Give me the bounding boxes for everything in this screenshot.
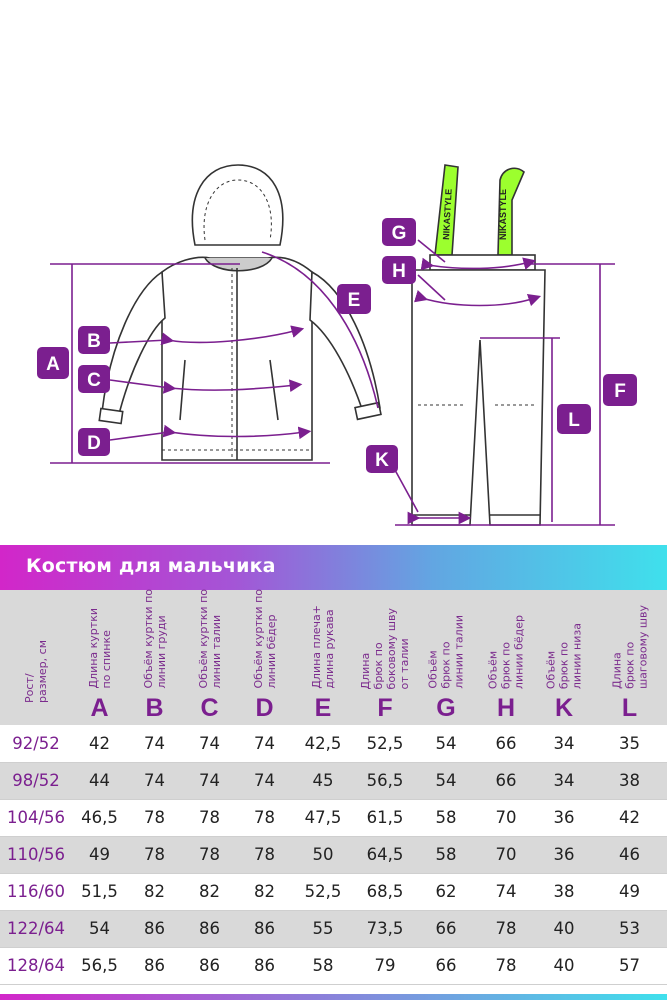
table-cell: 57 bbox=[619, 956, 640, 975]
table-cell: 52,5 bbox=[304, 882, 342, 901]
table-cell: 53 bbox=[619, 919, 640, 938]
badge-g bbox=[382, 218, 416, 246]
column-letter: A bbox=[90, 694, 109, 722]
table-cell: 55 bbox=[312, 919, 334, 938]
table-cell: 70 bbox=[495, 845, 517, 864]
column-header-label: Объём брюк по линии бёдер bbox=[486, 614, 526, 689]
column-header bbox=[354, 590, 416, 725]
table-cell: 78 bbox=[254, 845, 275, 864]
table-cell: 78 bbox=[144, 845, 165, 864]
table-cell: 74 bbox=[495, 882, 517, 901]
column-header bbox=[237, 590, 292, 725]
table-cell: 78 bbox=[254, 808, 275, 827]
label-k: K bbox=[375, 450, 389, 471]
table-cell: 86 bbox=[144, 956, 165, 975]
table-cell: 46,5 bbox=[81, 808, 118, 827]
column-letter: E bbox=[314, 694, 332, 722]
badge-a bbox=[37, 347, 69, 379]
table-cell: 86 bbox=[254, 919, 275, 938]
size-cell: 110/56 bbox=[6, 845, 66, 864]
table-cell: 54 bbox=[435, 733, 457, 753]
table-cell: 70 bbox=[495, 808, 517, 827]
table-cell: 74 bbox=[199, 733, 220, 753]
label-b: B bbox=[87, 331, 101, 352]
column-header bbox=[0, 590, 72, 725]
column-letter: H bbox=[496, 694, 516, 722]
label-d: D bbox=[87, 433, 101, 454]
table-cell: 47,5 bbox=[304, 808, 342, 827]
table-cell: 82 bbox=[144, 882, 165, 901]
table-row bbox=[0, 725, 667, 762]
table-cell: 86 bbox=[199, 919, 220, 938]
column-letter: F bbox=[377, 694, 393, 722]
column-letter: C bbox=[200, 694, 219, 722]
size-cell: 104/56 bbox=[6, 808, 66, 827]
table-cell: 86 bbox=[199, 956, 220, 975]
table-cell: 74 bbox=[254, 771, 275, 790]
table-cell: 52,5 bbox=[366, 733, 404, 753]
column-letter: K bbox=[554, 694, 574, 722]
table-cell: 66 bbox=[495, 771, 517, 790]
badge-k bbox=[366, 445, 398, 473]
table-cell: 51,5 bbox=[81, 882, 118, 901]
table-row bbox=[0, 910, 667, 947]
table-cell: 42 bbox=[89, 733, 110, 753]
size-cell: 128/64 bbox=[6, 956, 66, 975]
size-cell: 116/60 bbox=[6, 882, 66, 901]
column-header-label: Длина брюк по шаговому шву bbox=[610, 605, 649, 689]
table-cell: 79 bbox=[374, 956, 396, 975]
table-row bbox=[0, 762, 667, 799]
table-cell: 74 bbox=[144, 771, 165, 790]
table-cell: 86 bbox=[254, 956, 275, 975]
table-cell: 74 bbox=[144, 733, 165, 753]
column-letter: D bbox=[255, 694, 274, 722]
table-cell: 42 bbox=[619, 808, 640, 827]
table-row bbox=[0, 799, 667, 836]
column-header bbox=[72, 590, 127, 725]
table-cell: 62 bbox=[435, 882, 457, 901]
column-header-label: Длина куртки по спинке bbox=[86, 608, 113, 689]
label-h: H bbox=[392, 261, 406, 282]
table-cell: 78 bbox=[495, 919, 517, 938]
table-row bbox=[0, 873, 667, 910]
table-cell: 78 bbox=[199, 845, 220, 864]
table-cell: 56,5 bbox=[366, 771, 404, 790]
table-cell: 44 bbox=[89, 771, 110, 790]
badge-c bbox=[78, 365, 110, 393]
table-row bbox=[0, 836, 667, 873]
table-cell: 82 bbox=[254, 882, 275, 901]
size-cell: 92/52 bbox=[12, 733, 60, 753]
column-header bbox=[536, 590, 592, 725]
badge-b bbox=[78, 326, 110, 354]
column-header-label: Объём куртки по линии груди bbox=[141, 589, 168, 689]
size-table bbox=[0, 590, 667, 1000]
label-e: E bbox=[347, 290, 361, 311]
table-cell: 58 bbox=[435, 845, 457, 864]
table-cell: 64,5 bbox=[366, 845, 404, 864]
column-header-label: Объём брюк по линии низа bbox=[544, 622, 584, 689]
table-cell: 82 bbox=[199, 882, 220, 901]
column-letter: G bbox=[436, 694, 456, 722]
banner-title: Костюм для мальчика bbox=[26, 555, 276, 577]
table-cell: 49 bbox=[89, 845, 110, 864]
label-f: F bbox=[614, 381, 626, 402]
size-cell: 122/64 bbox=[6, 919, 66, 938]
column-letter: L bbox=[621, 694, 638, 722]
badge-d bbox=[78, 428, 110, 456]
table-cell: 38 bbox=[619, 771, 640, 790]
column-header-label: Объём куртки по линии бёдер bbox=[251, 589, 278, 689]
table-cell: 49 bbox=[619, 882, 640, 901]
table-cell: 40 bbox=[553, 956, 575, 975]
table-cell: 66 bbox=[435, 956, 457, 975]
table-cell: 86 bbox=[144, 919, 165, 938]
table-cell: 34 bbox=[553, 771, 575, 790]
bottom-gradient-bar bbox=[0, 994, 667, 1000]
column-header-label: Рост/ размер, см bbox=[23, 640, 49, 703]
table-cell: 78 bbox=[495, 956, 517, 975]
table-cell: 46 bbox=[619, 845, 640, 864]
table-cell: 36 bbox=[553, 845, 575, 864]
table-cell: 68,5 bbox=[366, 882, 404, 901]
table-cell: 36 bbox=[553, 808, 575, 827]
size-cell: 98/52 bbox=[12, 771, 60, 790]
badge-l bbox=[557, 404, 591, 434]
badge-h bbox=[382, 256, 416, 284]
column-header-label: Длина брюк по боковому шву от талии bbox=[359, 607, 411, 689]
table-cell: 50 bbox=[312, 845, 334, 864]
table-cell: 74 bbox=[254, 733, 275, 753]
table-cell: 58 bbox=[435, 808, 457, 827]
table-cell: 74 bbox=[199, 771, 220, 790]
pants-drawing bbox=[412, 165, 545, 525]
table-cell: 66 bbox=[495, 733, 517, 753]
title-banner bbox=[0, 545, 667, 590]
table-cell: 58 bbox=[312, 956, 334, 975]
table-cell: 66 bbox=[435, 919, 457, 938]
table-cell: 40 bbox=[553, 919, 575, 938]
column-header bbox=[127, 590, 182, 725]
column-header bbox=[476, 590, 536, 725]
column-letter: B bbox=[145, 694, 164, 722]
table-header-row bbox=[0, 590, 667, 725]
table-cell: 61,5 bbox=[366, 808, 404, 827]
table-cell: 54 bbox=[89, 919, 110, 938]
column-header bbox=[292, 590, 354, 725]
strap-text-right: NIKASTYLE bbox=[498, 188, 508, 240]
table-cell: 78 bbox=[144, 808, 165, 827]
column-header-label: Длина плеча+ длина рукава bbox=[310, 605, 336, 689]
table-cell: 56,5 bbox=[81, 956, 118, 975]
table-cell: 42,5 bbox=[304, 733, 342, 753]
label-a: A bbox=[46, 354, 60, 375]
column-header-label: Объём куртки по линии талии bbox=[196, 589, 223, 689]
table-cell: 73,5 bbox=[366, 919, 404, 938]
badge-e bbox=[337, 284, 371, 314]
table-row bbox=[0, 947, 667, 984]
badge-f bbox=[603, 374, 637, 406]
table-cell: 35 bbox=[619, 733, 640, 753]
label-l: L bbox=[568, 410, 580, 431]
strap-text: NIKASTYLE bbox=[441, 188, 454, 241]
column-header-label: Объём брюк по линии талии bbox=[426, 615, 466, 689]
table-cell: 38 bbox=[553, 882, 575, 901]
table-cell: 78 bbox=[199, 808, 220, 827]
column-header bbox=[182, 590, 237, 725]
label-g: G bbox=[391, 223, 407, 244]
table-cell: 54 bbox=[435, 771, 457, 790]
table-cell: 45 bbox=[312, 771, 334, 790]
column-header bbox=[416, 590, 476, 725]
table-cell: 34 bbox=[553, 733, 575, 753]
label-c: C bbox=[87, 370, 101, 391]
column-header bbox=[592, 590, 667, 725]
